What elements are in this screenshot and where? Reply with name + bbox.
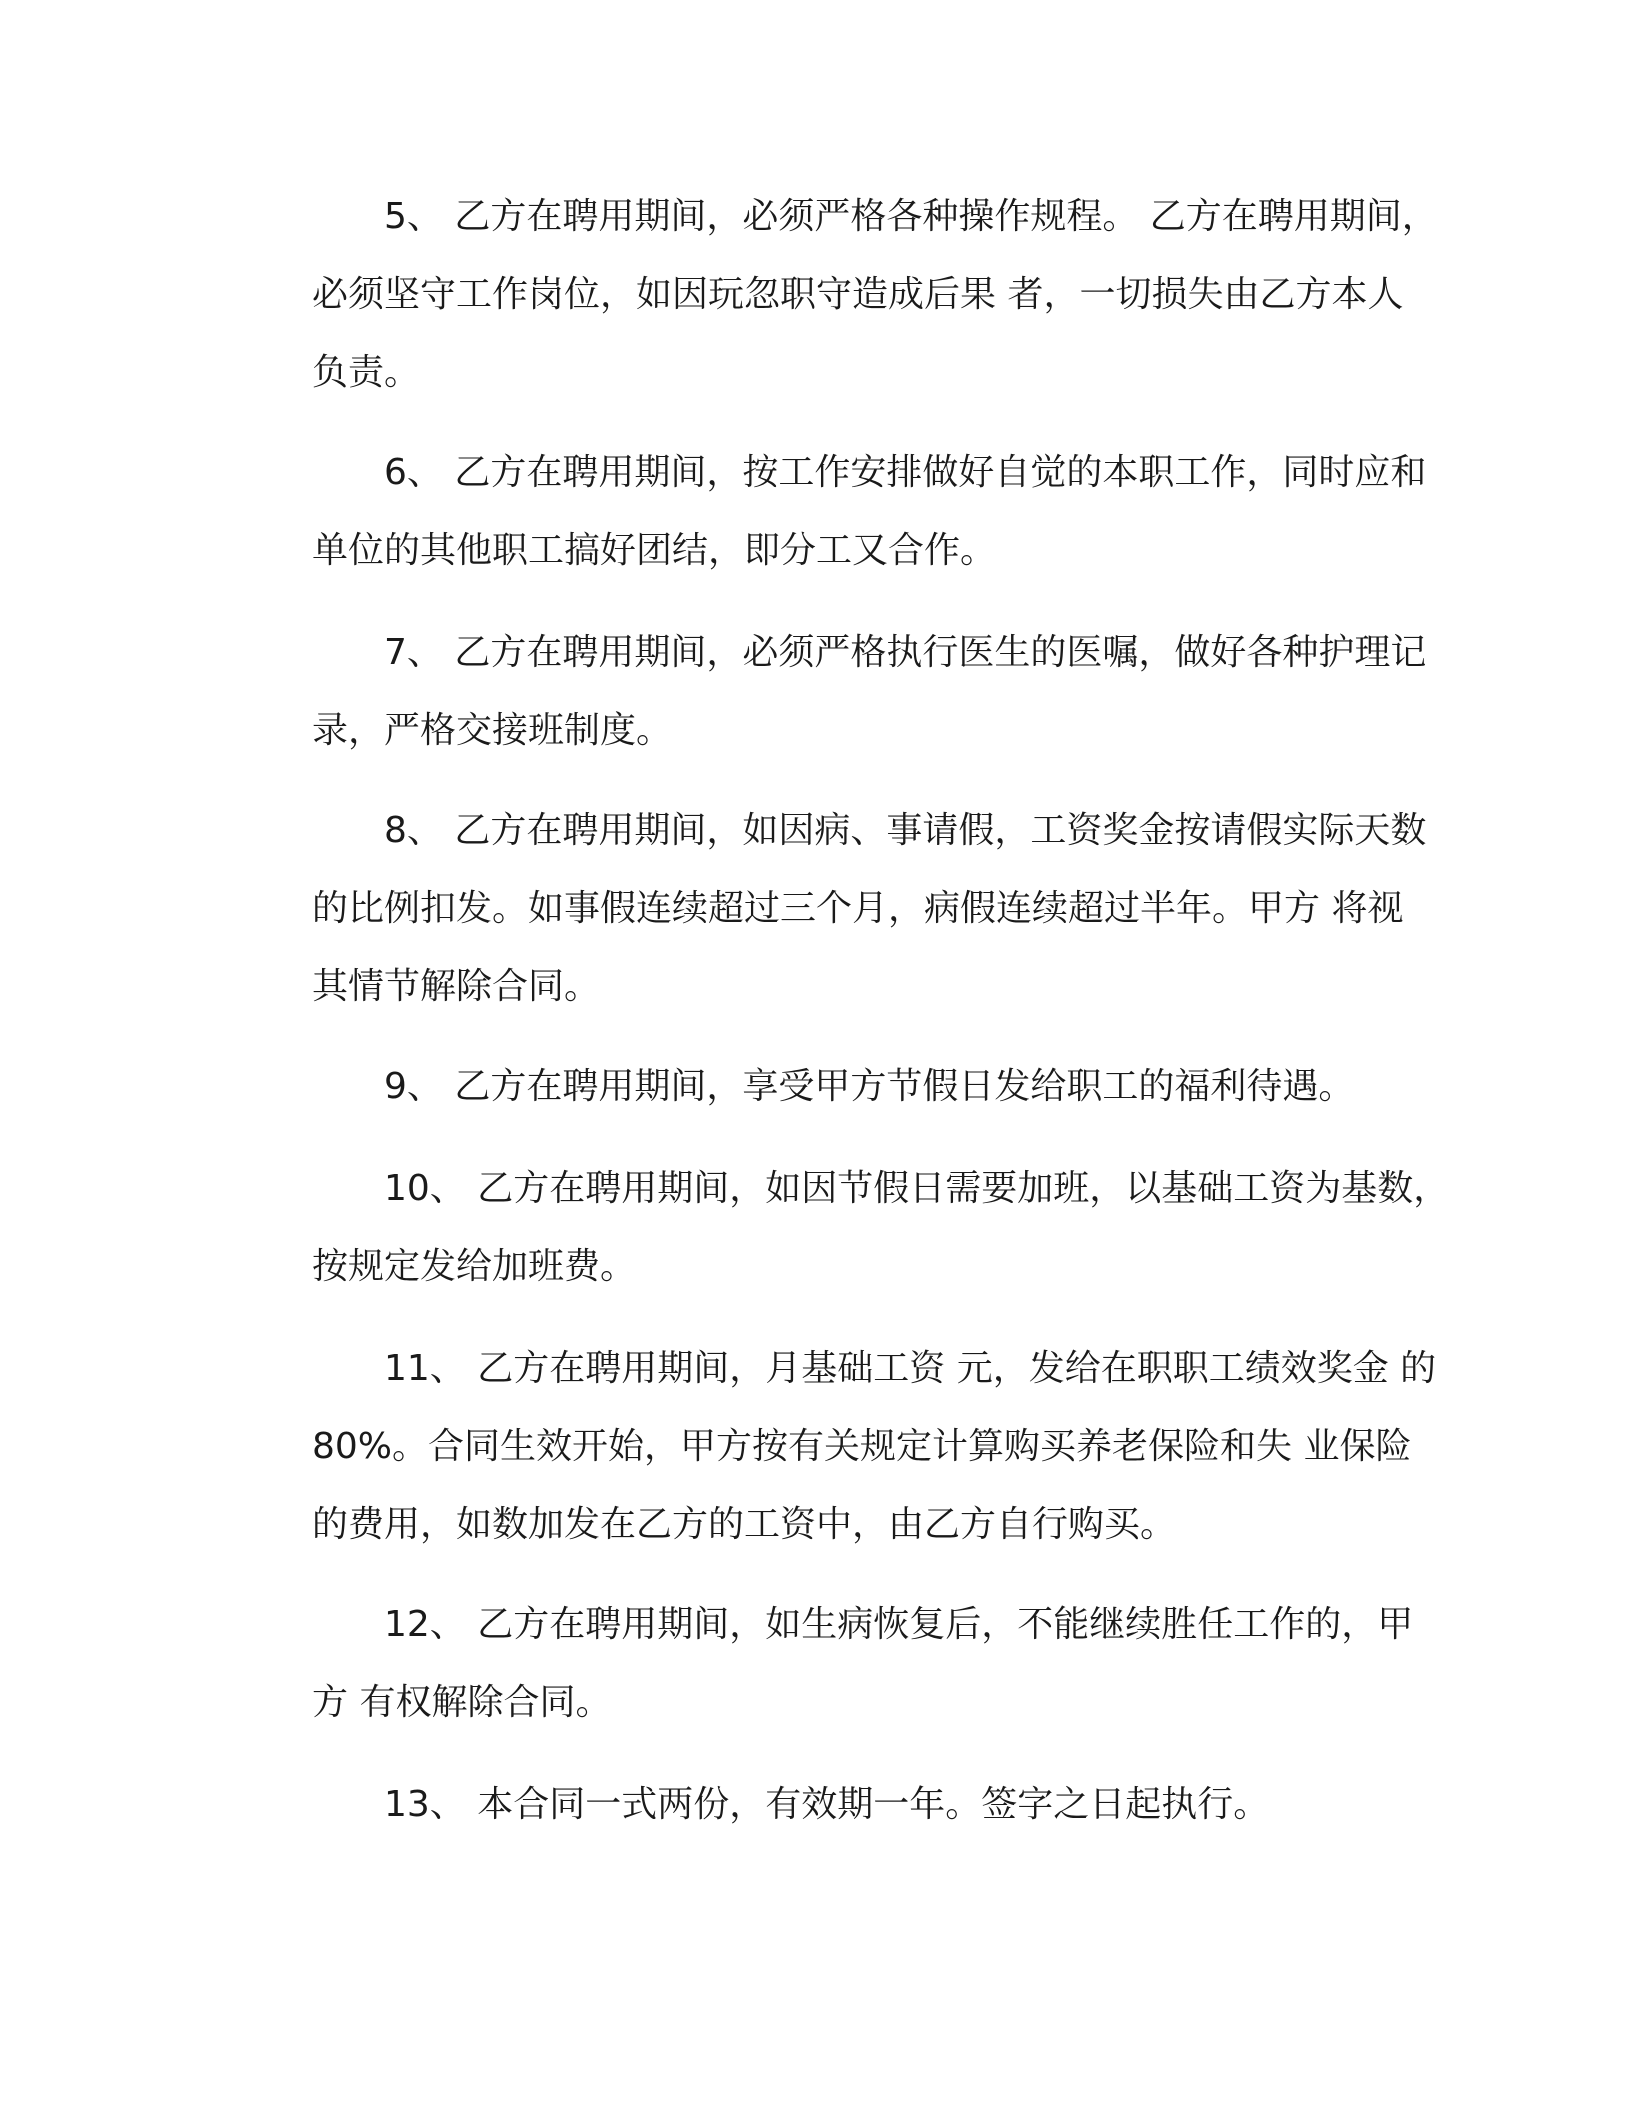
clause-9-line-1: 9、 乙方在聘用期间，享受甲方节假日发给职工的福利待遇。 [384,1066,1355,1107]
clause-10 [240,1150,1450,1306]
clause-12-line-2: 方 有权解除合同。 [312,1682,612,1723]
clause-11 [240,1330,1437,1564]
clause-5-line-2: 必须坚守工作岗位，如因玩忽职守造成后果 者，一切损失由乙方本人 [312,274,1404,315]
clause-5-line-3: 负责。 [312,352,421,393]
clause-5 [240,178,1438,412]
clause-6 [240,434,1427,590]
clause-13-line-1: 13、 本合同一式两份，有效期一年。签字之日起执行。 [384,1784,1270,1825]
clause-8 [240,792,1427,1026]
clause-12 [240,1586,1414,1742]
clause-12-line-1: 12、 乙方在聘用期间，如生病恢复后，不能继续胜任工作的，甲 [384,1604,1414,1645]
clause-7 [240,614,1427,770]
clause-8-line-1: 8、 乙方在聘用期间，如因病、事请假，工资奖金按请假实际天数 [384,810,1427,851]
clause-7-line-1: 7、 乙方在聘用期间，必须严格执行医生的医嘱，做好各种护理记 [384,632,1427,673]
clause-10-line-2: 按规定发给加班费。 [312,1246,637,1287]
clause-9 [240,1048,1392,1126]
clause-6-line-2: 单位的其他职工搞好团结，即分工又合作。 [312,530,997,571]
clause-6-line-1: 6、 乙方在聘用期间，按工作安排做好自觉的本职工作，同时应和 [384,452,1427,493]
clause-8-line-3: 其情节解除合同。 [312,966,601,1007]
clause-11-line-2: 80%。合同生效开始，甲方按有关规定计算购买养老保险和失 业保险 [312,1426,1412,1467]
clause-10-line-1: 10、 乙方在聘用期间，如因节假日需要加班，以基础工资为基数， [384,1168,1450,1209]
clause-11-line-3: 的费用，如数加发在乙方的工资中，由乙方自行购买。 [312,1504,1177,1545]
clause-7-line-2: 录，严格交接班制度。 [312,710,673,751]
clause-13 [240,1766,1392,1844]
clause-11-line-1: 11、 乙方在聘用期间，月基础工资 元，发给在职职工绩效奖金 的 [384,1348,1437,1389]
clause-5-line-1: 5、 乙方在聘用期间，必须严格各种操作规程。 乙方在聘用期间， [384,196,1438,237]
clause-8-line-2: 的比例扣发。如事假连续超过三个月，病假连续超过半年。甲方 将视 [312,888,1404,929]
